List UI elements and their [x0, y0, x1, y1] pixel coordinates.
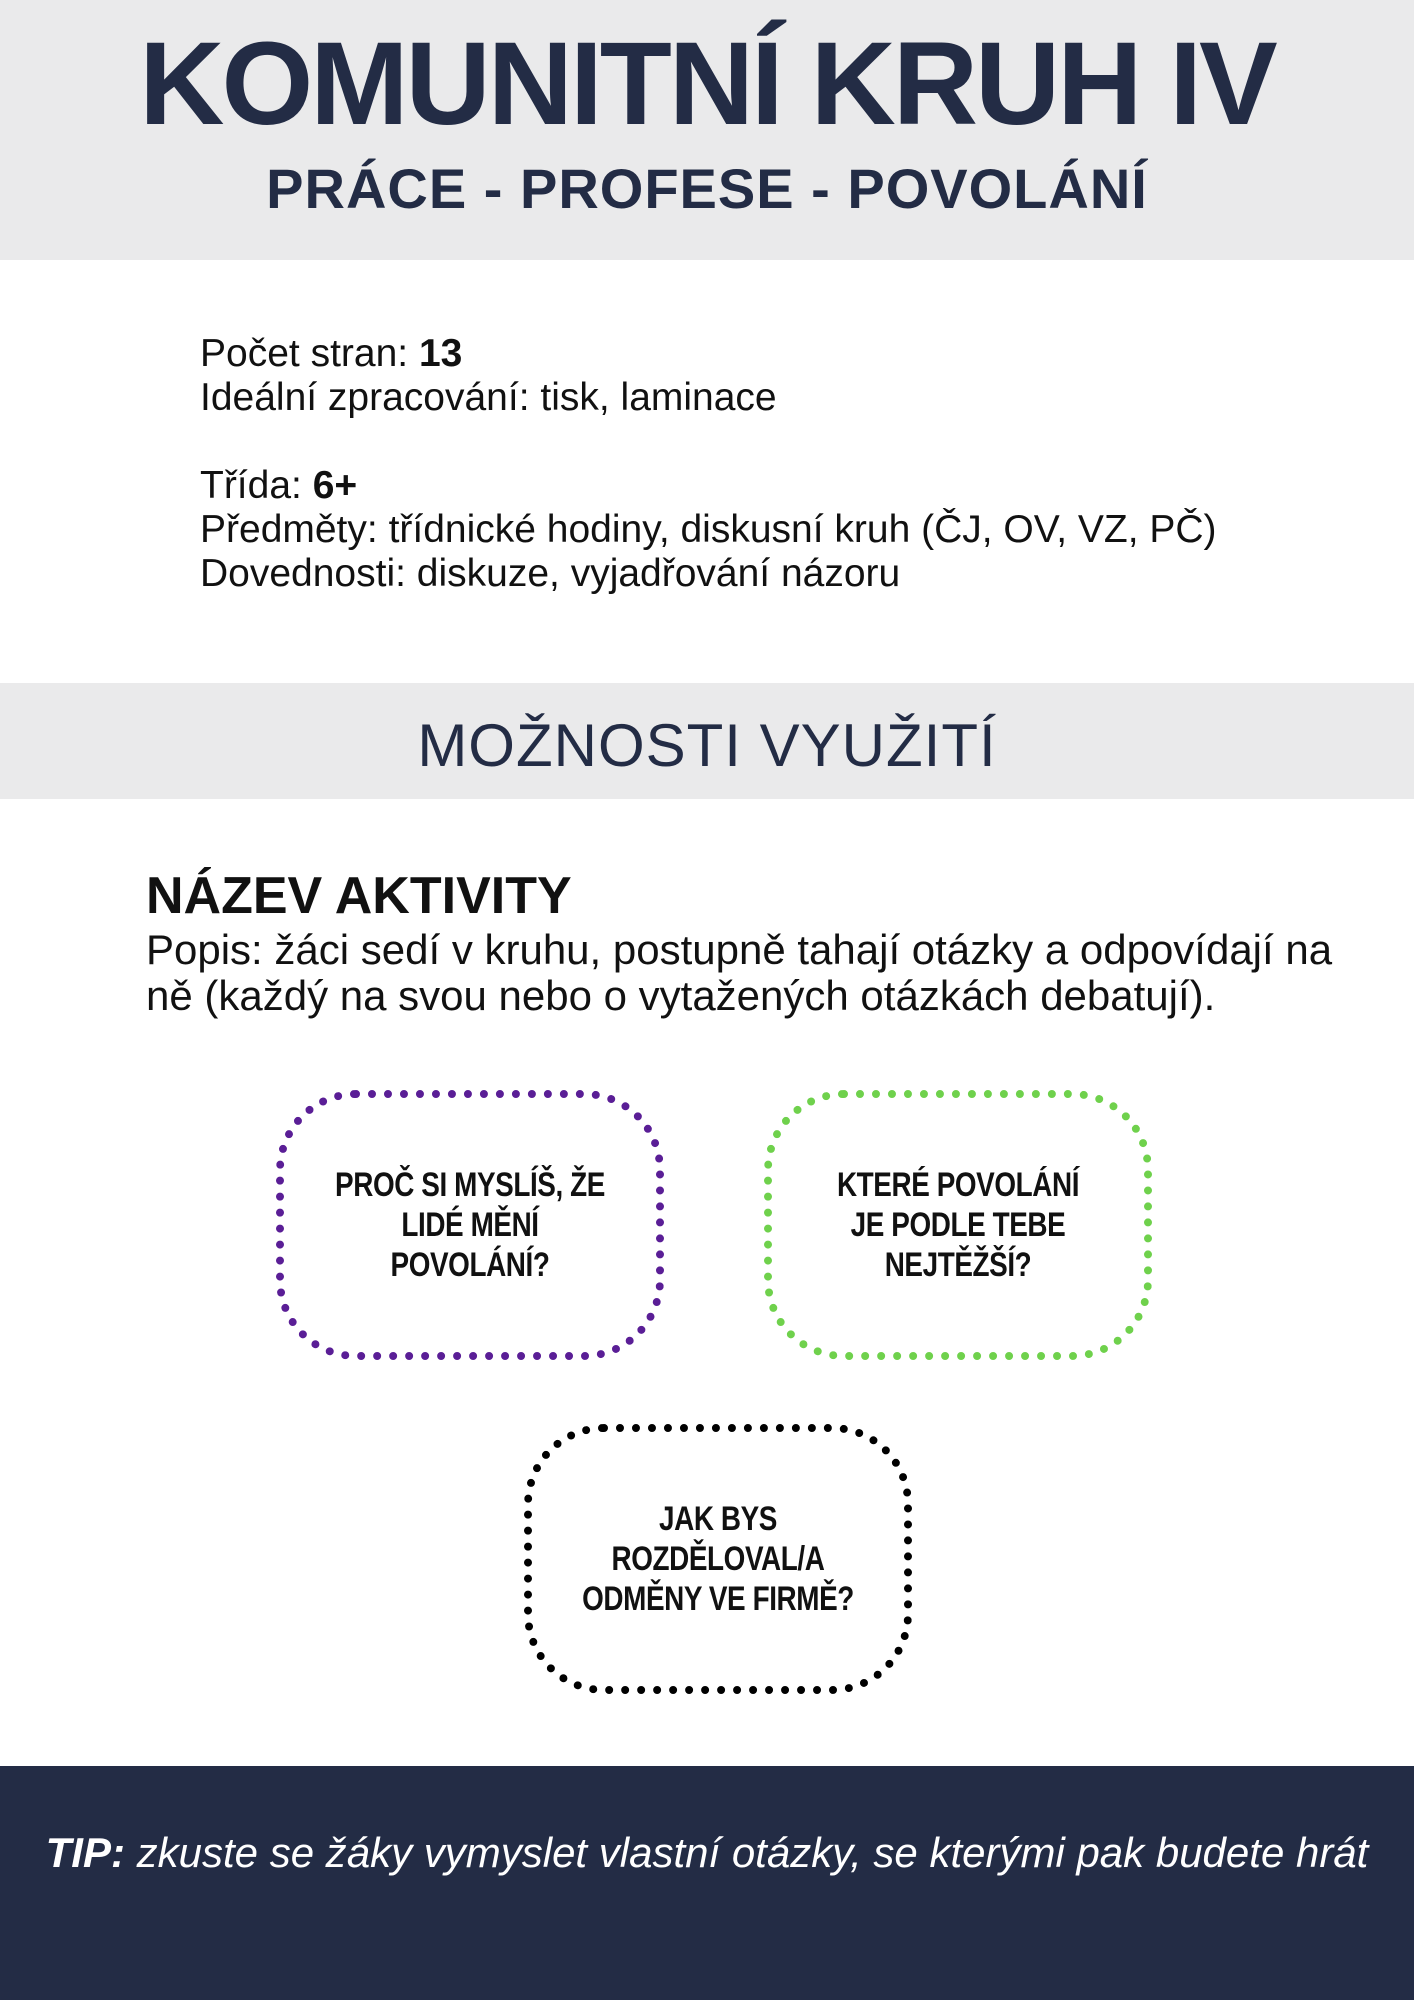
- tip-text: [0, 1824, 1414, 1882]
- spacer: [200, 420, 1217, 464]
- page-subtitle: PRÁCE - PROFESE - POVOLÁNÍ: [266, 157, 1148, 220]
- activity-name: NÁZEV AKTIVITY: [146, 867, 572, 925]
- question-card-text: PROČ SI MYSLÍŠ, ŽE LIDÉ MĚNÍ POVOLÁNÍ?: [335, 1166, 605, 1284]
- page-count-label: Počet stran:: [200, 332, 419, 375]
- header-band: [0, 0, 1414, 260]
- question-card-2: [764, 1090, 1152, 1360]
- question-card-text: JAK BYS ROZDĚLOVAL/A ODMĚNY VE FIRMĚ?: [582, 1500, 854, 1618]
- activity-block: [146, 868, 1366, 1019]
- question-card-1: [276, 1090, 664, 1360]
- tip-label: TIP:: [45, 1829, 125, 1876]
- section-title: MOŽNOSTI VYUŽITÍ: [417, 712, 997, 779]
- footer-tip-band: [0, 1766, 1414, 2000]
- grade-label: Třída:: [200, 464, 313, 507]
- question-card-text: KTERÉ POVOLÁNÍ JE PODLE TEBE NEJTĚŽŠÍ?: [836, 1166, 1080, 1284]
- grade-line: [200, 464, 1217, 508]
- question-card-3: [524, 1424, 912, 1694]
- tip-body: zkuste se žáky vymyslet vlastní otázky, se kterými pak budete hrát: [124, 1829, 1369, 1876]
- page-count-line: [200, 332, 1217, 376]
- activity-description: Popis: žáci sedí v kruhu, postupně tahají otázky a odpovídají na ně (každý na svou nebo o vytažených otázkách debatují).: [146, 926, 1333, 1020]
- processing-line: Ideální zpracování: tisk, laminace: [200, 376, 777, 419]
- skills-line: Dovednosti: diskuze, vyjadřování názoru: [200, 552, 901, 595]
- info-block: [200, 332, 1217, 596]
- section-band: [0, 683, 1414, 799]
- subjects-line: Předměty: třídnické hodiny, diskusní kruh (ČJ, OV, VZ, PČ): [200, 508, 1217, 551]
- page-count-value: 13: [418, 332, 463, 375]
- page-title: KOMUNITNÍ KRUH IV: [139, 18, 1275, 150]
- grade-value: 6+: [312, 464, 358, 507]
